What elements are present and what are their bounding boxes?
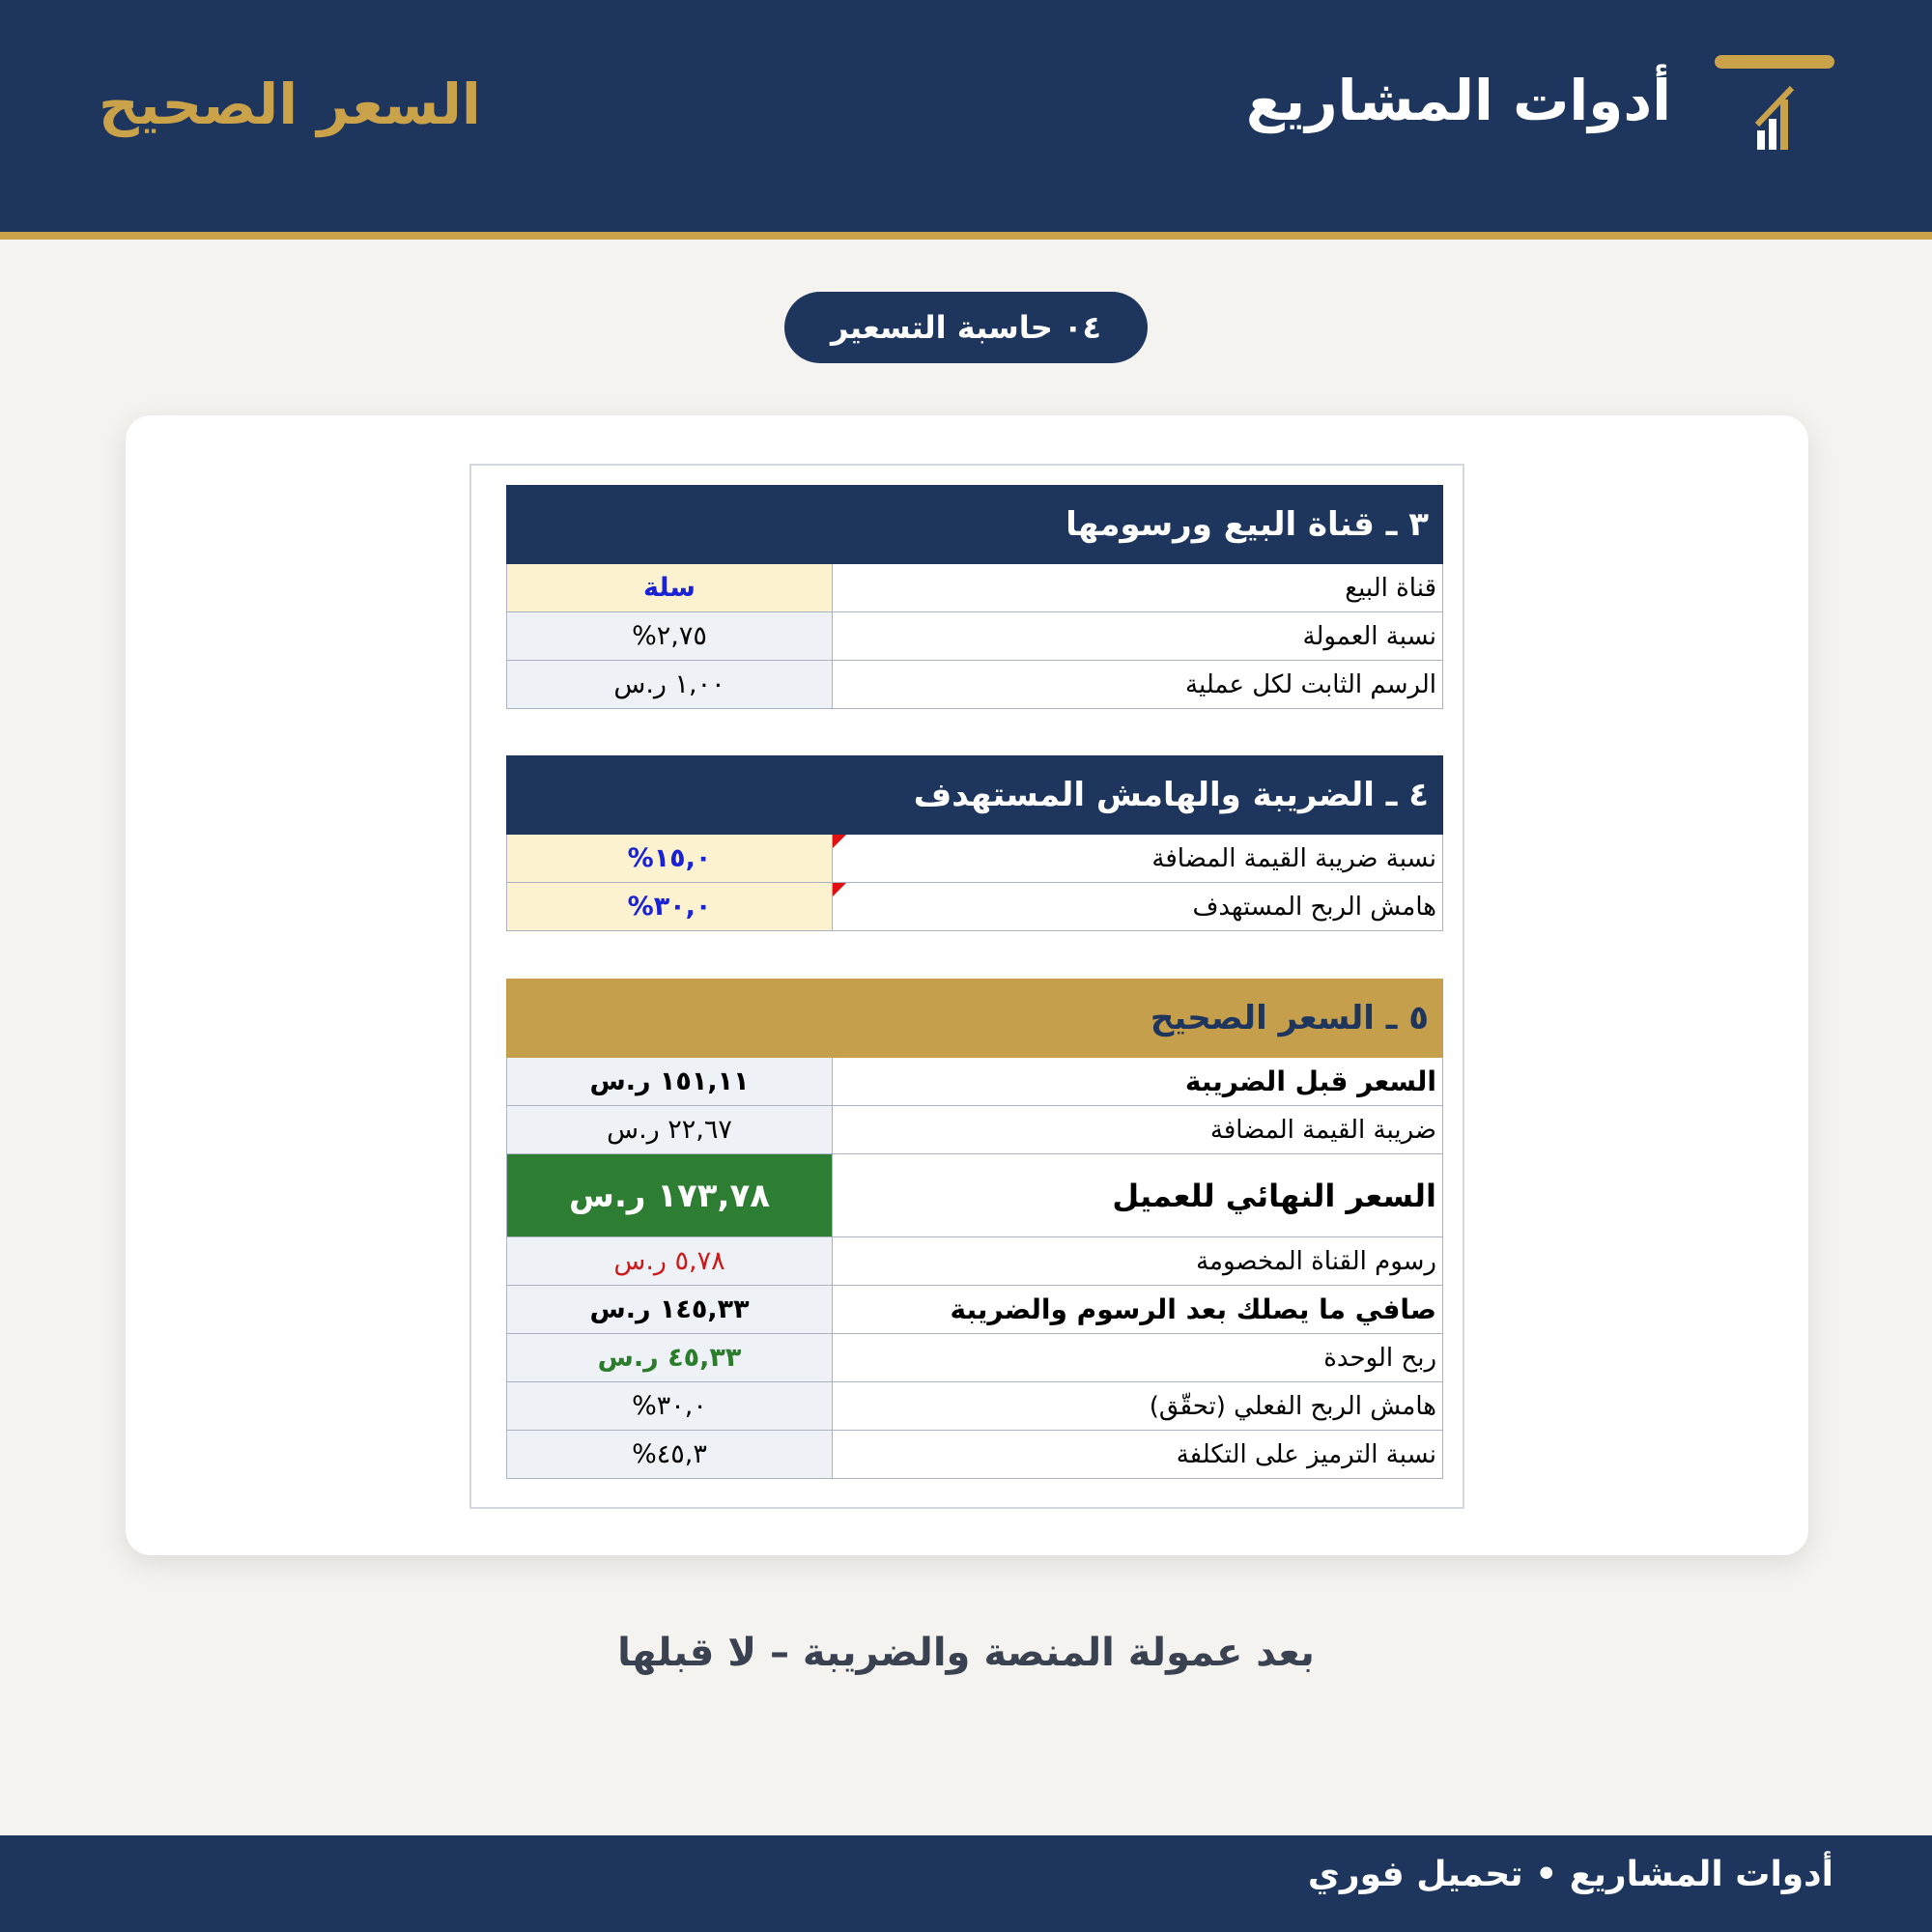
sales-channel-input[interactable]: سلة — [506, 564, 832, 612]
row-label: رسوم القناة المخصومة — [832, 1237, 1443, 1286]
row-label: قناة البيع — [832, 564, 1443, 612]
section-correct-price — [506, 979, 1443, 1479]
brand-name: أدوات المشاريع — [1245, 68, 1671, 133]
table-row — [506, 1431, 1443, 1479]
footer-text: أدوات المشاريع • تحميل فوري — [1307, 1855, 1833, 1894]
table-row — [506, 564, 1443, 612]
table-row — [506, 1286, 1443, 1334]
actual-margin-cell: ٣٠,٠% — [506, 1382, 832, 1431]
vat-rate-input[interactable]: ١٥,٠% — [506, 835, 832, 883]
comment-marker-icon[interactable] — [833, 883, 846, 896]
table-row — [506, 835, 1443, 883]
row-label: ربح الوحدة — [832, 1334, 1443, 1382]
section-header: ٣ ـ قناة البيع ورسومها — [506, 485, 1443, 564]
table-row — [506, 883, 1443, 931]
table-row — [506, 1154, 1443, 1237]
row-label: السعر النهائي للعميل — [832, 1154, 1443, 1237]
table-row — [506, 661, 1443, 709]
row-label — [832, 883, 1443, 931]
row-label — [832, 835, 1443, 883]
section-header: ٥ ـ السعر الصحيح — [506, 979, 1443, 1058]
section-sales-channel — [506, 485, 1443, 709]
row-label: هامش الربح الفعلي (تحقّق) — [832, 1382, 1443, 1431]
net-received-cell: ١٤٥,٣٣ ر.س — [506, 1286, 832, 1334]
table-row — [506, 612, 1443, 661]
section-pill: ٠٤ حاسبة التسعير — [784, 292, 1148, 363]
table-row — [506, 1237, 1443, 1286]
page-title: السعر الصحيح — [99, 71, 481, 137]
section-tax-margin — [506, 755, 1443, 931]
row-label-text: هامش الربح المستهدف — [1192, 892, 1436, 922]
table-row — [506, 1058, 1443, 1106]
row-label: صافي ما يصلك بعد الرسوم والضريبة — [832, 1286, 1443, 1334]
row-label: نسبة العمولة — [832, 612, 1443, 661]
price-before-tax-cell: ١٥١,١١ ر.س — [506, 1058, 832, 1106]
bar-chart-icon — [1715, 53, 1838, 150]
table-row — [506, 1106, 1443, 1154]
row-label: الرسم الثابت لكل عملية — [832, 661, 1443, 709]
channel-fees-cell: ٥,٧٨ ر.س — [506, 1237, 832, 1286]
vat-amount-cell: ٢٢,٦٧ ر.س — [506, 1106, 832, 1154]
commission-rate-cell: ٢,٧٥% — [506, 612, 832, 661]
target-margin-input[interactable]: ٣٠,٠% — [506, 883, 832, 931]
comment-marker-icon[interactable] — [833, 835, 846, 848]
section-header: ٤ ـ الضريبة والهامش المستهدف — [506, 755, 1443, 835]
row-label-text: نسبة ضريبة القيمة المضافة — [1151, 843, 1436, 873]
caption: بعد عمولة المنصة والضريبة – لا قبلها — [617, 1631, 1315, 1675]
unit-profit-cell: ٤٥,٣٣ ر.س — [506, 1334, 832, 1382]
row-label: نسبة الترميز على التكلفة — [832, 1431, 1443, 1479]
table-row — [506, 1382, 1443, 1431]
markup-on-cost-cell: ٤٥,٣% — [506, 1431, 832, 1479]
row-label: ضريبة القيمة المضافة — [832, 1106, 1443, 1154]
table-row — [506, 1334, 1443, 1382]
header-divider — [0, 232, 1932, 240]
fixed-fee-cell: ١,٠٠ ر.س — [506, 661, 832, 709]
final-price-cell: ١٧٣,٧٨ ر.س — [506, 1154, 832, 1237]
row-label: السعر قبل الضريبة — [832, 1058, 1443, 1106]
